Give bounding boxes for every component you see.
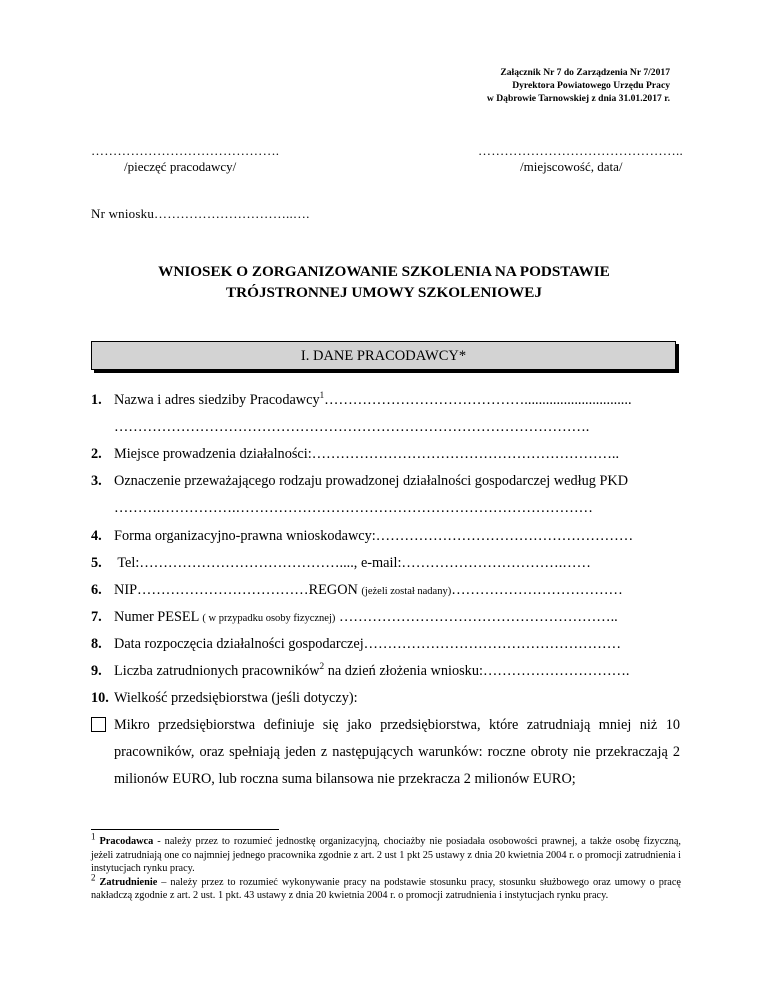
item-6-label-a: NIP………………………………REGON (114, 582, 362, 598)
footnote-1 (91, 831, 682, 876)
footnote-text: - należy przez to rozumieć jednostkę organizacyjną, chociażby nie posiadała osobowości prawnej, a także osobę fizyczną, jeżeli zatrudniają one co najmniej jednego pracownika zgodnie z art. 2 ust 1 pkt 25 ustawy z dnia 20 kwietnia 2004 r. o promocji zatrudnienia i instytucjach rynku pracy. (91, 836, 682, 875)
item-3[interactable] (91, 473, 681, 490)
item-5-label: Tel:……………………………………...., e-mail:…………………………….…… (114, 555, 591, 571)
annex-line-1: Załącznik Nr 7 do Zarządzenia Nr 7/2017 (500, 67, 670, 78)
footnote-2 (91, 872, 681, 903)
item-1-continuation[interactable]: ………………………………………………………………………………………. (114, 419, 590, 435)
place-date-caption: /miejscowość, data/ (520, 159, 623, 174)
footnote-mark: 1 (91, 831, 96, 842)
item-7[interactable] (91, 609, 681, 626)
place-date-field[interactable]: ……………………………………….. (478, 143, 683, 158)
item-7-dots: ………………………………………………….. (335, 609, 618, 625)
item-1-label: Nazwa i adres siedziby Pracodawcy (114, 392, 320, 408)
item-6[interactable] (91, 582, 681, 599)
footnote-text: – należy przez to rozumieć wykonywanie pracy na podstawie stosunku pracy, stosunku służbowego oraz umowy o pracę nakładczą zgodnie z art. 2 ust. 1 pkt. 43 ustawy z dnia 20 kwietnia 2004 r. o promocji zatrudnienia i instytucjach rynku pracy. (91, 876, 681, 902)
item-7-note: ( w przypadku osoby fizycznej) (202, 613, 336, 624)
application-number-field[interactable]: Nr wniosku…………………………..…. (91, 206, 310, 221)
item-3-label: Oznaczenie przeważającego rodzaju prowadzonej działalności gospodarczej według PKD (114, 473, 629, 489)
item-9[interactable] (91, 663, 681, 680)
title-line-1: WNIOSEK O ZORGANIZOWANIE SZKOLENIA NA PODSTAWIE (158, 263, 610, 280)
annex-header (350, 66, 670, 105)
item-number: 8. (91, 636, 102, 652)
document-title (0, 261, 768, 303)
item-number: 6. (91, 582, 102, 598)
item-number: 9. (91, 663, 102, 679)
footnote-term: Zatrudnienie (99, 876, 158, 888)
annex-line-2: Dyrektora Powiatowego Urzędu Pracy (512, 80, 670, 91)
item-8-label: Data rozpoczęcia działalności gospodarczej……………………………………………… (114, 636, 622, 652)
item-7-label-a: Numer PESEL (114, 609, 203, 625)
item-number: 2. (91, 446, 102, 462)
item-6-note: (jeżeli został nadany) (361, 586, 452, 597)
item-1[interactable] (91, 392, 681, 409)
footnote-ref: 1 (319, 390, 325, 401)
item-1-dots: …………………………………….............................. (324, 392, 632, 408)
item-9-label-a: Liczba zatrudnionych pracowników (114, 663, 320, 679)
item-number: 7. (91, 609, 102, 625)
item-number: 3. (91, 473, 102, 489)
item-8[interactable] (91, 636, 681, 653)
item-2[interactable] (91, 446, 681, 463)
item-6-dots: ……………………………… (451, 582, 623, 598)
item-3-continuation[interactable]: ……….…………….………………………………………………………………… (114, 500, 593, 516)
micro-enterprise-checkbox[interactable] (91, 717, 106, 732)
item-number: 1. (91, 392, 102, 408)
employer-stamp-caption: /pieczęć pracodawcy/ (124, 159, 237, 174)
item-number: 4. (91, 528, 102, 544)
item-4-label: Forma organizacyjno-prawna wnioskodawcy:……………………………………………… (114, 528, 634, 544)
footnote-ref: 2 (319, 661, 325, 672)
footnote-mark: 2 (91, 872, 96, 883)
item-2-label: Miejsce prowadzenia działalności:……………………………………………………….. (114, 446, 620, 462)
employer-stamp-field[interactable]: ……………………………………. (91, 143, 280, 158)
item-10-label: Wielkość przedsiębiorstwa (jeśli dotyczy): (114, 690, 358, 706)
micro-enterprise-description: Mikro przedsiębiorstwa definiuje się jako przedsiębiorstwa, które zatrudniają mniej niż 10 pracowników, oraz spełniają jeden z następujących warunków: roczne obroty nie przekraczają 2 milionów EURO, lub roczna suma bilansowa nie przekracza 2 milionów EURO; (114, 717, 680, 787)
footnote-term: Pracodawca (99, 836, 154, 847)
item-10 (91, 690, 681, 707)
item-number: 5. (91, 555, 102, 571)
footnote-separator (91, 829, 279, 830)
footnotes (91, 831, 682, 903)
title-line-2: TRÓJSTRONNEJ UMOWY SZKOLENIOWEJ (226, 284, 542, 301)
item-4[interactable] (91, 528, 681, 545)
item-9-label-b: na dzień złożenia wniosku:…………………………. (324, 663, 630, 679)
section-header: I. DANE PRACODAWCY* (91, 341, 676, 370)
item-number: 10. (91, 690, 109, 706)
annex-line-3: w Dąbrowie Tarnowskiej z dnia 31.01.2017 r. (486, 93, 670, 104)
item-5[interactable] (91, 555, 681, 572)
